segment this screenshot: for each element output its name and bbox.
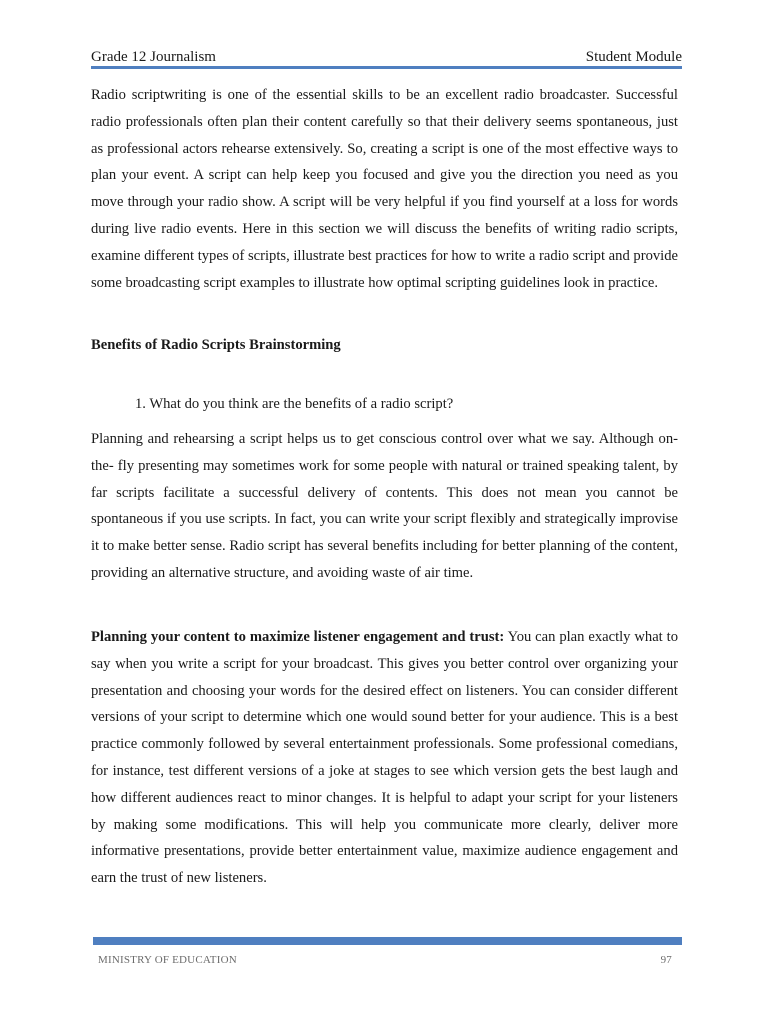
header-title-left: Grade 12 Journalism <box>91 49 216 65</box>
planning-body: You can plan exactly what to say when you write a script for your broadcast. This gives you better control over organizing your presentation and choosing your words for the desired effect on listeners. You can consider different versions of your script to determine which one would sound better for your audience. This is a best practice commonly followed by several entertainment professionals. Some professional comedians, for instance, test different versions of a joke at stages to see which version gets the best laugh and how different audiences react to minor changes. It is helpful to adapt your script for your listeners by making some modifications. This will help you communicate more clearly, deliver more informative presentations, provide better entertainment value, maximize audience engagement and earn the trust of new listeners. <box>91 629 678 887</box>
page-header <box>91 46 682 66</box>
header-title-right: Student Module <box>585 49 682 65</box>
section-heading: Benefits of Radio Scripts Brainstorming <box>91 337 341 353</box>
page-footer <box>98 954 672 966</box>
header-rule <box>91 66 682 69</box>
footer-ministry: MINISTRY OF EDUCATION <box>98 954 237 966</box>
page-number: 97 <box>660 954 672 966</box>
intro-paragraph: Radio scriptwriting is one of the essential skills to be an excellent radio broadcaster. Successful radio professionals often plan their content carefully so that their delivery seems spontaneous, just as professional actors rehearse extensively. So, creating a script is one of the most effective ways to plan your event. A script can help keep you focused and give you the direction you need as you move through your radio show. A script will be very helpful if you find yourself at a loss for words during live radio events. Here in this section we will discuss the benefits of writing radio scripts, examine different types of scripts, illustrate best practices for how to write a radio script and provide some broadcasting script examples to illustrate how optimal scripting guidelines look in practice. <box>91 87 678 291</box>
answer-paragraph: Planning and rehearsing a script helps us to get conscious control over what we say. Although on-the- fly presenting may sometimes work for some people with natural or trained speaking talent, by far scripts facilitate a successful delivery of contents. This does not mean you cannot be spontaneous if you use scripts. In fact, you can write your script flexibly and strategically improvise it to make better sense. Radio script has several benefits including for better planning of the content, providing an alternative structure, and avoiding waste of air time. <box>91 431 678 581</box>
footer-rule <box>93 937 682 945</box>
planning-paragraph <box>91 624 678 892</box>
planning-lead: Planning your content to maximize listener engagement and trust: <box>91 629 505 645</box>
question-item: 1. What do you think are the benefits of a radio script? <box>135 396 454 412</box>
